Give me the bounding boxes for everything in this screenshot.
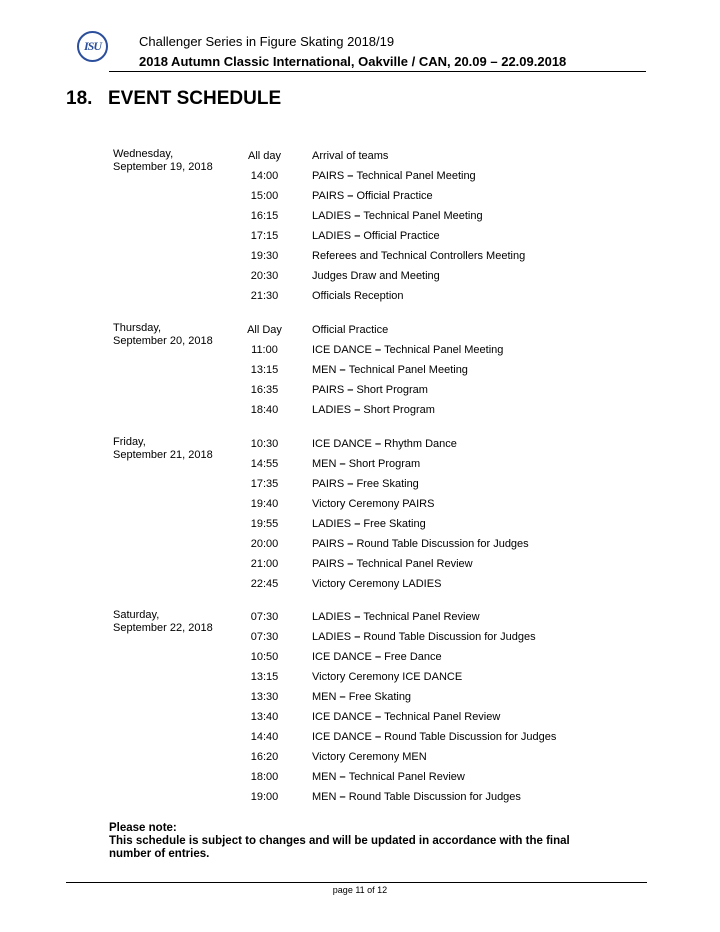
schedule-time: 07:30 xyxy=(250,631,279,643)
page-number: page 11 of 12 xyxy=(332,885,388,895)
schedule-time: 17:35 xyxy=(250,478,279,490)
activity-text: Technical Panel Meeting xyxy=(384,344,504,356)
activity-text: Technical Panel Meeting xyxy=(356,170,476,182)
schedule-time: 14:40 xyxy=(250,731,279,743)
schedule-time: 18:00 xyxy=(250,771,279,783)
activity-text: Official Practice xyxy=(356,190,433,202)
activity-text: Round Table Discussion for Judges xyxy=(384,731,557,743)
activity-text: Short Program xyxy=(356,384,428,396)
event-type: PAIRS xyxy=(312,170,345,182)
dash-separator: – xyxy=(371,711,385,723)
schedule-activity xyxy=(312,651,442,663)
schedule-time: 19:30 xyxy=(250,250,279,262)
dash-separator: – xyxy=(371,651,385,663)
schedule-activity xyxy=(312,324,388,336)
schedule-time: 13:15 xyxy=(250,671,279,683)
schedule-activity xyxy=(312,578,441,590)
day-name: Saturday, xyxy=(113,609,160,621)
series-title: Challenger Series in Figure Skating 2018/19 xyxy=(139,34,395,49)
schedule-activity xyxy=(312,290,404,302)
activity-text: Free Skating xyxy=(363,518,426,530)
activity-text: Official Practice xyxy=(363,230,440,242)
dash-separator: – xyxy=(351,404,364,416)
dash-separator: – xyxy=(336,364,349,376)
day-label xyxy=(113,609,213,635)
isu-logo: ISU xyxy=(77,31,108,62)
dash-separator: – xyxy=(351,631,364,643)
schedule-time: 16:15 xyxy=(250,210,279,222)
activity-text: Short Program xyxy=(348,458,421,470)
event-type: PAIRS xyxy=(312,190,345,202)
schedule-activity xyxy=(312,538,529,550)
event-type: MEN xyxy=(312,691,337,703)
schedule-activity xyxy=(312,478,419,490)
schedule-time: All Day xyxy=(247,324,282,336)
schedule-time: 20:00 xyxy=(250,538,279,550)
dash-separator: – xyxy=(336,771,349,783)
activity-text: Victory Ceremony PAIRS xyxy=(312,498,435,510)
event-type: ICE DANCE xyxy=(312,651,372,663)
activity-text: Technical Panel Review xyxy=(356,558,473,570)
note-heading: Please note: xyxy=(109,822,177,834)
note xyxy=(109,822,599,861)
event-type: PAIRS xyxy=(312,558,345,570)
note-line-1: This schedule is subject to changes and will be updated in accordance with the final xyxy=(109,835,570,847)
schedule-activity xyxy=(312,458,420,470)
dash-separator: – xyxy=(336,691,349,703)
dash-separator: – xyxy=(344,190,357,202)
schedule-activity xyxy=(312,498,434,510)
schedule-time: 21:30 xyxy=(250,290,279,302)
activity-text: Free Skating xyxy=(348,691,412,703)
schedule-activity xyxy=(312,190,433,202)
dash-separator: – xyxy=(351,210,364,222)
schedule-time: 21:00 xyxy=(250,558,279,570)
activity-text: Round Table Discussion for Judges xyxy=(348,791,521,803)
activity-text: Short Program xyxy=(363,404,435,416)
schedule-time: 16:35 xyxy=(250,384,279,396)
activity-text: Technical Panel Review xyxy=(348,771,465,783)
event-type: LADIES xyxy=(312,230,352,242)
activity-text: Round Table Discussion for Judges xyxy=(356,538,529,550)
event-type: ICE DANCE xyxy=(312,711,372,723)
day-date: September 19, 2018 xyxy=(113,161,213,173)
schedule-activity xyxy=(312,711,500,723)
event-type: PAIRS xyxy=(312,478,345,490)
schedule-time: 10:50 xyxy=(250,651,279,663)
event-type: ICE DANCE xyxy=(312,344,372,356)
schedule-activity xyxy=(312,364,468,376)
dash-separator: – xyxy=(351,518,364,530)
schedule-activity xyxy=(312,230,440,242)
schedule-time: 14:55 xyxy=(250,458,279,470)
schedule-time: 20:30 xyxy=(250,270,279,282)
event-type: PAIRS xyxy=(312,538,345,550)
day-name: Thursday, xyxy=(113,322,162,334)
activity-text: Technical Panel Meeting xyxy=(348,364,468,376)
schedule-activity xyxy=(312,404,435,416)
schedule-activity xyxy=(312,691,411,703)
schedule-time: 15:00 xyxy=(250,190,279,202)
schedule-activity xyxy=(312,438,457,450)
day-label xyxy=(113,322,213,348)
schedule-activity xyxy=(312,518,426,530)
event-type: ICE DANCE xyxy=(312,731,372,743)
schedule-activity xyxy=(312,751,427,763)
activity-text: Official Practice xyxy=(312,324,389,336)
schedule-activity xyxy=(312,671,462,683)
section-number: 18. xyxy=(66,88,93,109)
event-type: MEN xyxy=(312,364,337,376)
schedule-time: 19:55 xyxy=(250,518,279,530)
activity-text: Free Skating xyxy=(356,478,419,490)
schedule-time: 11:00 xyxy=(251,344,278,356)
schedule-time: 10:30 xyxy=(250,438,279,450)
activity-text: Technical Panel Review xyxy=(363,611,480,623)
day-date: September 21, 2018 xyxy=(113,449,213,461)
schedule-activity xyxy=(312,558,473,570)
event-title: 2018 Autumn Classic International, Oakville / CAN, 20.09 – 22.09.2018 xyxy=(139,54,567,69)
day-label xyxy=(113,436,213,462)
schedule-time: 18:40 xyxy=(250,404,279,416)
section-title: EVENT SCHEDULE xyxy=(108,88,282,109)
day-name: Friday, xyxy=(113,436,146,448)
schedule-activity xyxy=(312,611,480,623)
dash-separator: – xyxy=(344,558,357,570)
activity-text: Rhythm Dance xyxy=(384,438,457,450)
dash-separator: – xyxy=(344,538,357,550)
dash-separator: – xyxy=(336,458,349,470)
dash-separator: – xyxy=(371,344,385,356)
schedule-time: 14:00 xyxy=(250,170,279,182)
event-type: LADIES xyxy=(312,631,352,643)
dash-separator: – xyxy=(351,611,364,623)
event-type: MEN xyxy=(312,771,337,783)
event-type: PAIRS xyxy=(312,384,345,396)
schedule-time: 16:20 xyxy=(250,751,279,763)
day-name: Wednesday, xyxy=(113,148,174,160)
event-type: LADIES xyxy=(312,404,352,416)
event-type: MEN xyxy=(312,458,337,470)
dash-separator: – xyxy=(371,438,385,450)
dash-separator: – xyxy=(344,384,357,396)
schedule-activity xyxy=(312,170,476,182)
activity-text: Technical Panel Review xyxy=(384,711,501,723)
schedule-activity xyxy=(312,250,525,262)
schedule-time: 13:15 xyxy=(250,364,279,376)
schedule-time: 13:40 xyxy=(250,711,279,723)
schedule-activity xyxy=(312,771,465,783)
footer-divider xyxy=(66,882,647,883)
schedule-time: 22:45 xyxy=(250,578,279,590)
schedule-time: 17:15 xyxy=(250,230,279,242)
schedule-activity xyxy=(312,344,503,356)
activity-text: Victory Ceremony LADIES xyxy=(312,578,442,590)
event-type: LADIES xyxy=(312,518,352,530)
event-type: LADIES xyxy=(312,210,352,222)
schedule-time: All day xyxy=(247,150,282,162)
day-date: September 20, 2018 xyxy=(113,335,213,347)
activity-text: Referees and Technical Controllers Meeting xyxy=(312,250,526,262)
dash-separator: – xyxy=(371,731,385,743)
event-type: ICE DANCE xyxy=(312,438,372,450)
schedule-activity xyxy=(312,631,536,643)
activity-text: Arrival of teams xyxy=(312,150,389,162)
activity-text: Victory Ceremony MEN xyxy=(312,751,427,763)
dash-separator: – xyxy=(336,791,349,803)
header-divider xyxy=(109,71,646,72)
event-type: LADIES xyxy=(312,611,352,623)
event-type: MEN xyxy=(312,791,337,803)
activity-text: Round Table Discussion for Judges xyxy=(363,631,536,643)
dash-separator: – xyxy=(344,478,357,490)
schedule-time: 19:40 xyxy=(250,498,279,510)
activity-text: Judges Draw and Meeting xyxy=(312,270,440,282)
day-date: September 22, 2018 xyxy=(113,622,213,634)
activity-text: Officials Reception xyxy=(312,290,404,302)
schedule-activity xyxy=(312,731,556,743)
day-label xyxy=(113,148,213,174)
schedule-activity xyxy=(312,270,440,282)
activity-text: Technical Panel Meeting xyxy=(363,210,483,222)
schedule-activity xyxy=(312,150,388,162)
activity-text: Free Dance xyxy=(384,651,442,663)
schedule-time: 07:30 xyxy=(250,611,279,623)
schedule-time: 13:30 xyxy=(250,691,279,703)
schedule-activity xyxy=(312,210,483,222)
schedule-time: 19:00 xyxy=(250,791,279,803)
activity-text: Victory Ceremony ICE DANCE xyxy=(312,671,463,683)
dash-separator: – xyxy=(351,230,364,242)
note-line-2: number of entries. xyxy=(109,848,210,860)
schedule-activity xyxy=(312,791,521,803)
dash-separator: – xyxy=(344,170,357,182)
schedule-activity xyxy=(312,384,428,396)
